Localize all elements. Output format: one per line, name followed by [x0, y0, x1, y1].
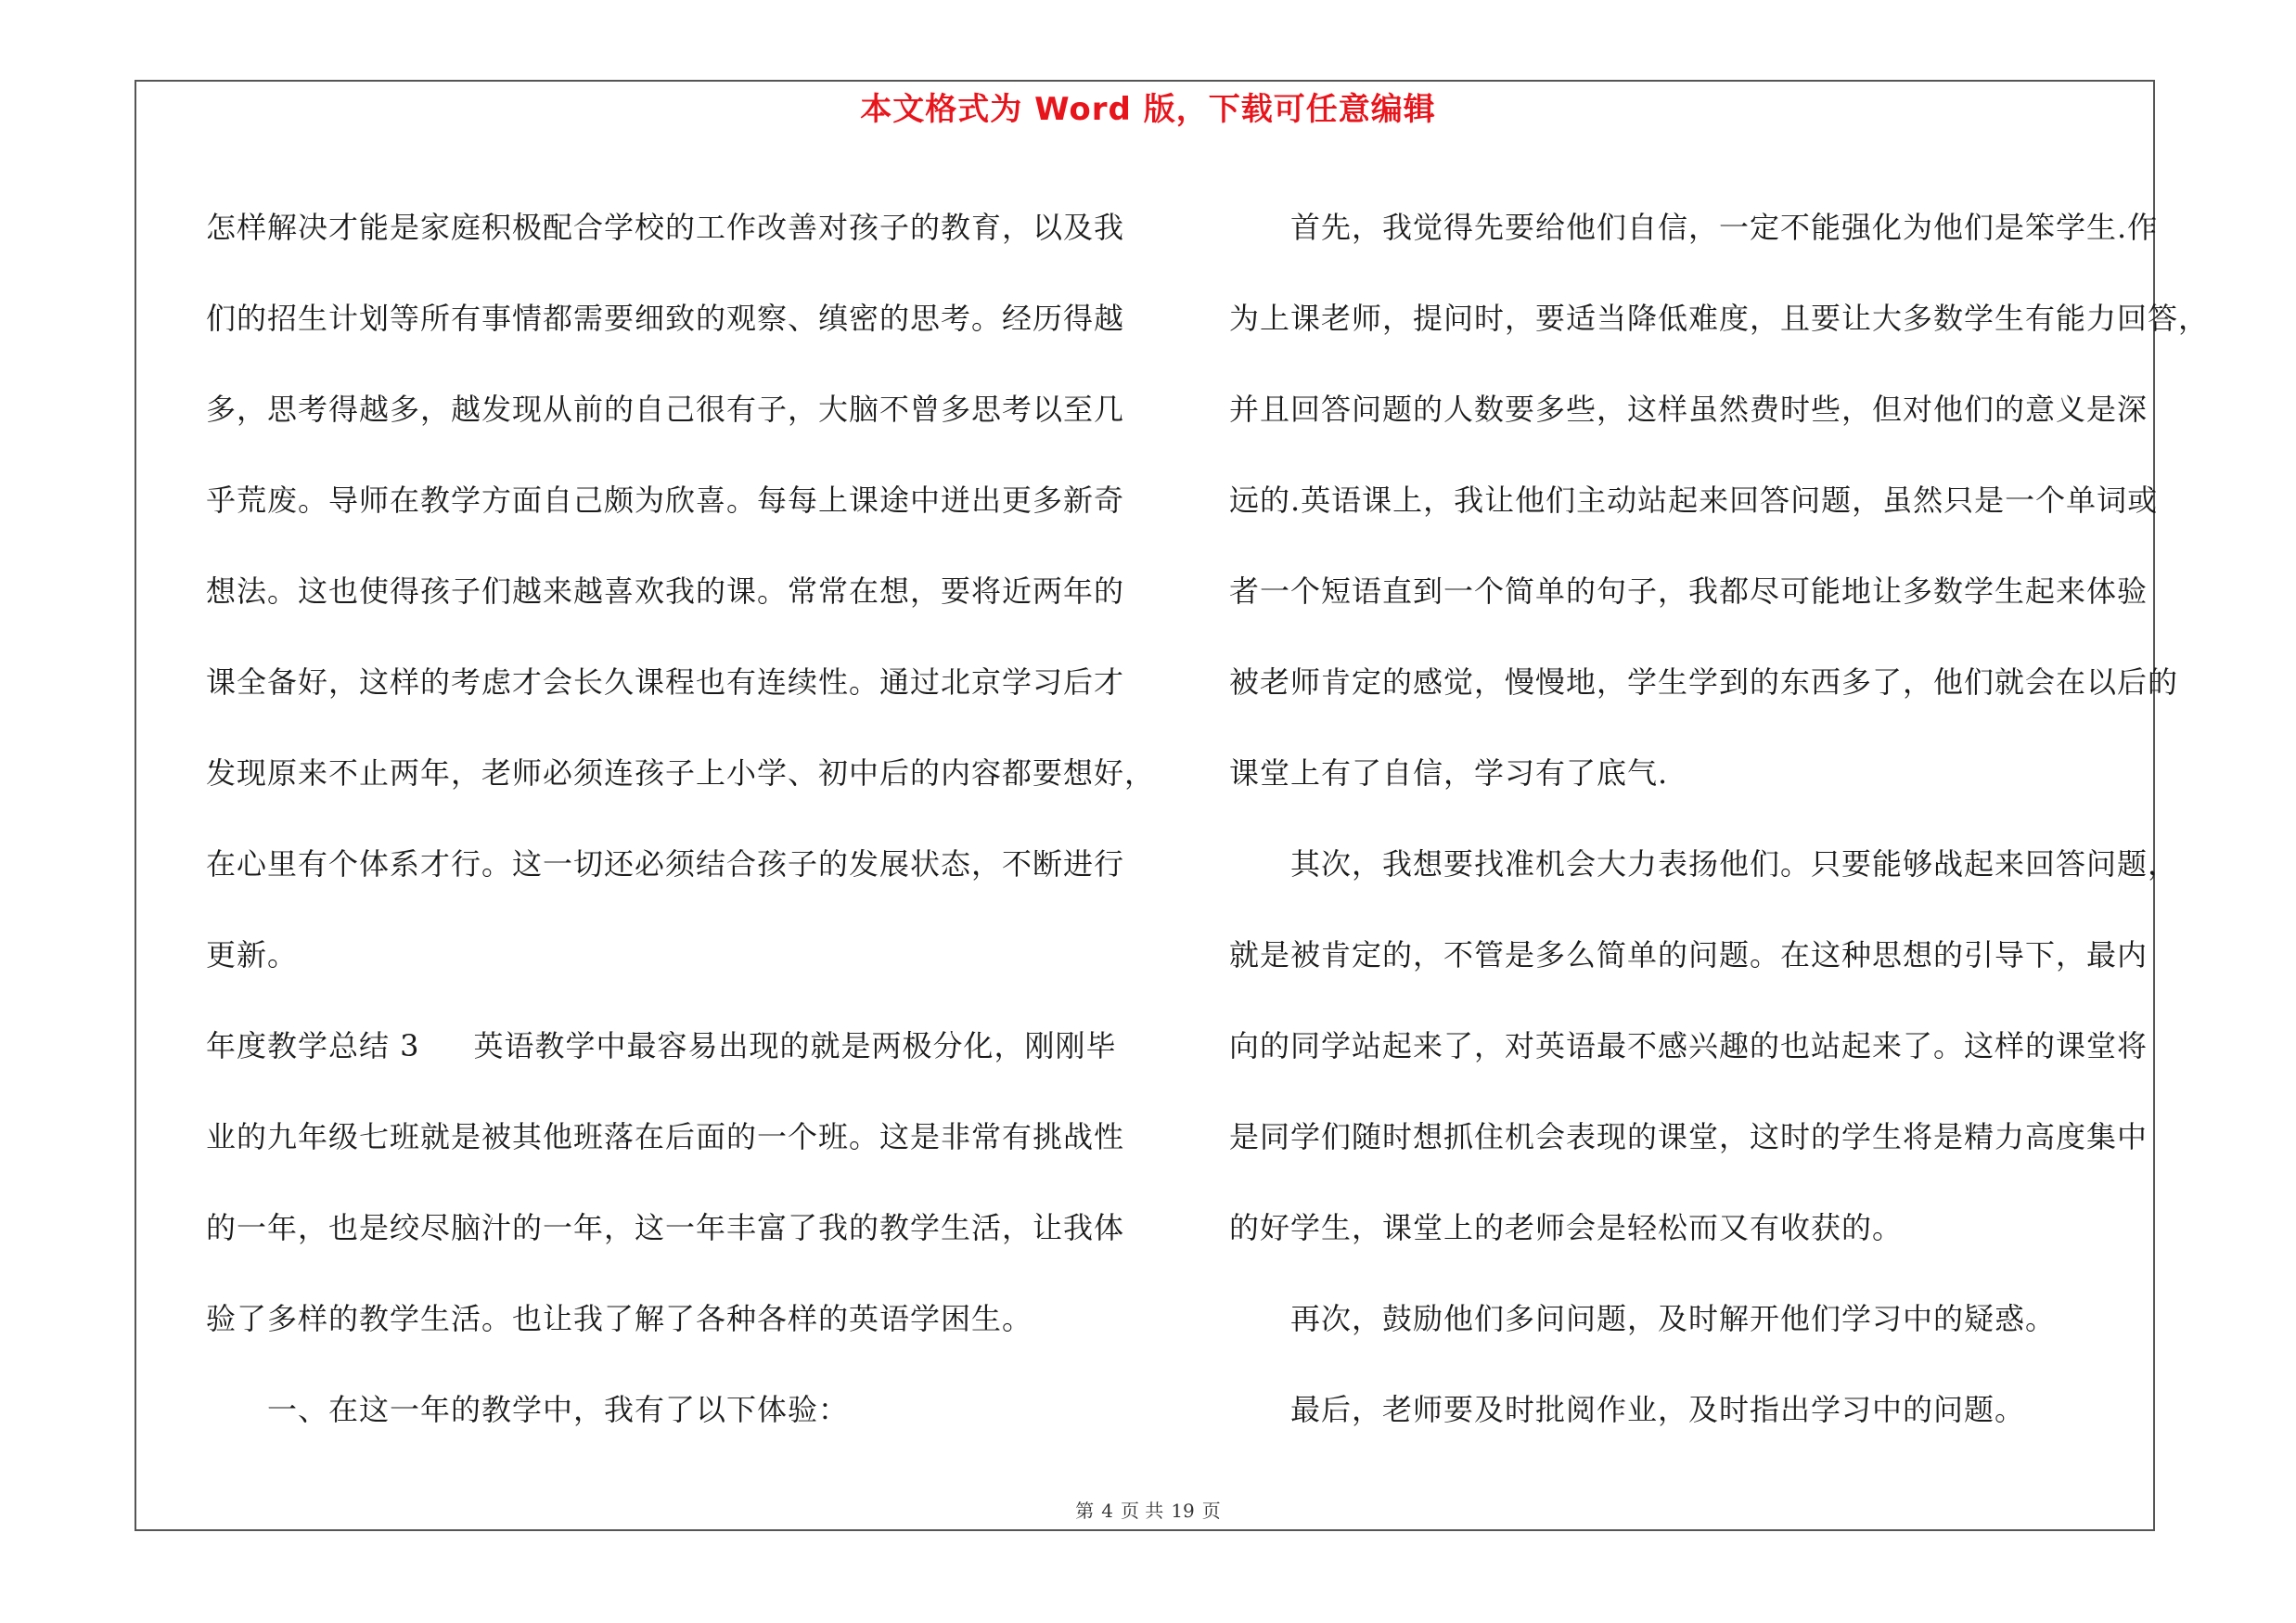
text-line: 验了多样的教学生活。也让我了解了各种各样的英语学困生。 — [206, 1301, 1033, 1336]
text-line: 首先，我觉得先要给他们自信，一定不能强化为他们是笨学生.作 — [1290, 210, 2159, 245]
left-column — [206, 182, 1156, 1455]
text-line: 向的同学站起来了，对英语最不感兴趣的也站起来了。这样的课堂将 — [1229, 1028, 2148, 1063]
point-one — [206, 1364, 1134, 1455]
paragraph-third — [1229, 1273, 2157, 1364]
text-line: 课全备好，这样的考虑才会长久课程也有连续性。通过北京学习后才 — [206, 664, 1125, 700]
text-line: 为上课老师，提问时，要适当降低难度，且要让大多数学生有能力回答， — [1229, 301, 2210, 336]
paragraph-section-3 — [206, 1000, 1134, 1364]
text-line: 再次，鼓励他们多问问题，及时解开他们学习中的疑惑。 — [1290, 1301, 2057, 1336]
text-line: 业的九年级七班就是被其他班落在后面的一个班。这是非常有挑战性 — [206, 1119, 1125, 1154]
section-first-line: 英语教学中最容易出现的就是两极分化，刚刚毕 — [473, 1028, 1117, 1063]
page-number: 4 — [1101, 1500, 1113, 1522]
text-line: 怎样解决才能是家庭积极配合学校的工作改善对孩子的教育，以及我 — [206, 210, 1125, 245]
text-line: 最后，老师要及时批阅作业，及时指出学习中的问题。 — [1290, 1392, 2026, 1427]
footer-prefix: 第 — [1075, 1500, 1095, 1522]
text-line — [206, 1000, 1134, 1091]
text-line: 一、在这一年的教学中，我有了以下体验： — [267, 1392, 850, 1427]
text-line: 更新。 — [206, 937, 299, 973]
text-line: 乎荒废。导师在教学方面自己颇为欣喜。每每上课途中迸出更多新奇 — [206, 483, 1125, 518]
paragraph-fourth — [1229, 1364, 2157, 1455]
page-total: 19 — [1171, 1500, 1195, 1522]
format-banner: 本文格式为 Word 版，下载可任意编辑 — [860, 91, 1436, 128]
text-line: 想法。这也使得孩子们越来越喜欢我的课。常常在想，要将近两年的 — [206, 573, 1125, 609]
text-line: 远的.英语课上，我让他们主动站起来回答问题，虽然只是一个单词或 — [1229, 483, 2159, 518]
paragraph-continuation — [206, 182, 1156, 1000]
text-line: 课堂上有了自信，学习有了底气. — [1229, 755, 1669, 791]
text-line: 们的招生计划等所有事情都需要细致的观察、缜密的思考。经历得越 — [206, 301, 1125, 336]
text-line: 在心里有个体系才行。这一切还必须结合孩子的发展状态，不断进行 — [206, 846, 1125, 882]
text-line: 并且回答问题的人数要多些，这样虽然费时些，但对他们的意义是深 — [1229, 392, 2148, 427]
footer-suffix: 页 — [1201, 1500, 1221, 1522]
footer-middle: 页 共 — [1120, 1500, 1164, 1522]
text-line: 是同学们随时想抓住机会表现的课堂，这时的学生将是精力高度集中 — [1229, 1119, 2148, 1154]
section-heading: 年度教学总结 3 — [206, 1028, 420, 1063]
right-column — [1229, 182, 2210, 1455]
paragraph-second — [1229, 818, 2179, 1273]
text-line: 其次，我想要找准机会大力表扬他们。只要能够战起来回答问题， — [1290, 846, 2179, 882]
page-footer — [0, 1496, 2296, 1523]
text-line: 的好学生，课堂上的老师会是轻松而又有收获的。 — [1229, 1210, 1904, 1245]
text-line: 发现原来不止两年，老师必须连孩子上小学、初中后的内容都要想好， — [206, 755, 1156, 791]
text-line: 多，思考得越多，越发现从前的自己很有子，大脑不曾多思考以至几 — [206, 392, 1125, 427]
text-line: 就是被肯定的，不管是多么简单的问题。在这种思想的引导下，最内 — [1229, 937, 2148, 973]
text-line: 被老师肯定的感觉，慢慢地，学生学到的东西多了，他们就会在以后的 — [1229, 664, 2179, 700]
text-line: 者一个短语直到一个简单的句子，我都尽可能地让多数学生起来体验 — [1229, 573, 2148, 609]
text-line: 的一年，也是绞尽脑汁的一年，这一年丰富了我的教学生活，让我体 — [206, 1210, 1125, 1245]
paragraph-first — [1229, 182, 2210, 818]
